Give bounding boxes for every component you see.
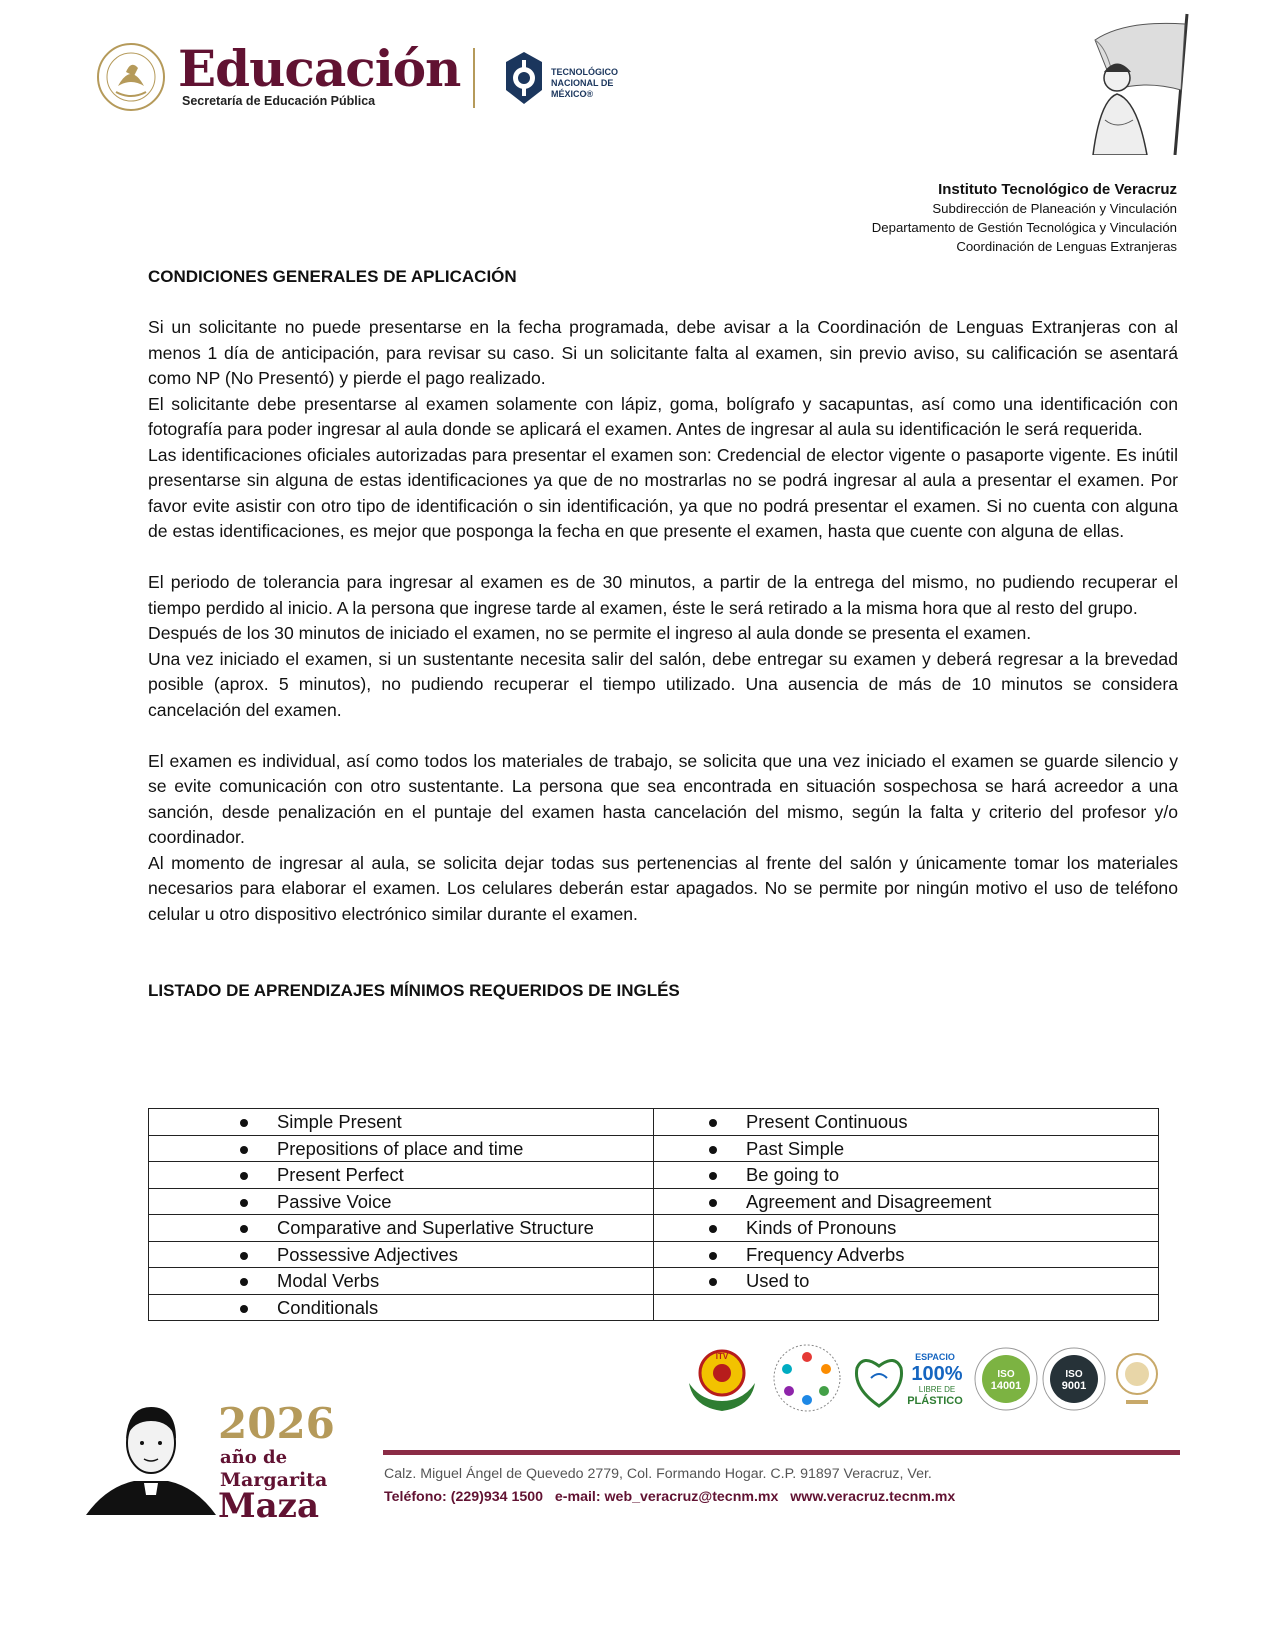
topic-label: Frequency Adverbs — [746, 1243, 905, 1265]
section-title-topics: LISTADO DE APRENDIZAJES MÍNIMOS REQUERIDOS DE INGLÉS — [148, 981, 680, 1000]
cert-100-label: 100% — [911, 1363, 963, 1385]
topic-cell — [654, 1268, 1159, 1295]
topic-cell — [654, 1135, 1159, 1162]
bullet-icon — [709, 1252, 717, 1260]
topic-cell — [149, 1268, 654, 1295]
institution-name: Instituto Tecnológico de Veracruz — [938, 181, 1177, 198]
iso-14001-logo — [973, 1345, 1039, 1413]
itv-emblem-logo — [683, 1343, 761, 1413]
table-row — [149, 1162, 1159, 1189]
topic-cell — [149, 1294, 654, 1321]
table-row — [149, 1294, 1159, 1321]
table-row — [149, 1188, 1159, 1215]
table-row — [149, 1241, 1159, 1268]
bullet-icon — [240, 1119, 248, 1127]
plastic-free-logo — [849, 1348, 969, 1412]
paragraph-7: El examen es individual, así como todos los materiales de trabajo, se solicita que una vez iniciado el examen se guarde silencio y se evite comunicación con otro sustentante. La persona que sea encontrada en situación sospechosa se hará acreedor a una sanción, desde penalización en el puntaje del examen hasta cancelación del mismo, según la falta y criterio del profesor y/o coordinador. — [148, 750, 1178, 847]
institution-block — [872, 180, 1177, 256]
sep-subtitle: Secretaría de Educación Pública — [182, 94, 376, 108]
paragraph-4: El periodo de tolerancia para ingresar al examen es de 30 minutos, a partir de la entrega del mismo, no pudiendo recuperar el tiempo perdido al inicio. A la persona que ingrese tarde al examen, éste le será retirado a la misma hora que al resto del grupo. — [148, 572, 1178, 618]
topic-label: Used to — [746, 1270, 810, 1292]
topic-cell — [149, 1215, 654, 1242]
paragraph-3: Las identificaciones oficiales autorizadas para presentar el examen son: Credencial de elector vigente o pasaporte vigente. Es inútil presentarse sin alguna de estas identificaciones ya que de no mostrarlas no se podrá ingresar al aula a presentar el examen. Por favor evite asistir con otro tipo de identificación o sin identificación, ya que no podrá presentar el examen. Si no cuenta con alguna de estas identificaciones, es mejor que posponga la fecha en que presente el examen, hasta que cuente con alguna de ellas. — [148, 444, 1178, 541]
tecnm-line-1: TECNOLÓGICO — [551, 67, 618, 77]
inclusion-circle-logo — [772, 1343, 842, 1413]
itv-label: ITV — [715, 1352, 729, 1361]
footer-address: Calz. Miguel Ángel de Quevedo 2779, Col. Formando Hogar. C.P. 91897 Veracruz, Ver. — [384, 1466, 932, 1482]
quality-seal-logo — [1112, 1350, 1162, 1412]
bullet-icon — [240, 1146, 248, 1154]
table-row — [149, 1109, 1159, 1136]
topic-cell — [654, 1162, 1159, 1189]
bullet-icon — [709, 1278, 717, 1286]
bullet-icon — [709, 1225, 717, 1233]
topic-cell — [654, 1241, 1159, 1268]
topic-label: Prepositions of place and time — [277, 1137, 524, 1159]
iso-9001-number: 9001 — [1061, 1380, 1087, 1392]
table-row — [149, 1268, 1159, 1295]
institution-coordination: Coordinación de Lenguas Extranjeras — [956, 239, 1177, 254]
topic-label: Conditionals — [277, 1296, 379, 1318]
paragraph-1: Si un solicitante no puede presentarse en la fecha programada, debe avisar a la Coordinación de Lenguas Extranjeras con al menos 1 día de anticipación, para revisar su caso. Si un solicitante falta al examen, sin previo aviso, su calificación se asentará como NP (No Presentó) y pierde el pago realizado. — [148, 317, 1178, 388]
iso-14001-number: 14001 — [990, 1380, 1022, 1392]
topic-label: Comparative and Superlative Structure — [277, 1217, 594, 1239]
topic-label: Present Continuous — [746, 1111, 908, 1133]
topic-cell — [149, 1109, 654, 1136]
bullet-icon — [240, 1225, 248, 1233]
table-row — [149, 1215, 1159, 1242]
footer-contact: Teléfono: (229)934 1500 e-mail: web_veracruz@tecnm.mx www.veracruz.tecnm.mx — [384, 1489, 956, 1505]
paragraph-5: Después de los 30 minutos de iniciado el examen, no se permite el ingreso al aula donde se presenta el examen. — [148, 623, 1032, 643]
topic-cell — [654, 1188, 1159, 1215]
table-row — [149, 1135, 1159, 1162]
tecnm-line-2: NACIONAL DE MÉXICO® — [551, 78, 614, 99]
commemorative-year: 2026 — [218, 1399, 335, 1448]
bullet-icon — [709, 1146, 717, 1154]
topics-table — [148, 1108, 1159, 1321]
bullet-icon — [709, 1119, 717, 1127]
bullet-icon — [240, 1172, 248, 1180]
iso-9001-prefix: ISO — [1065, 1369, 1083, 1380]
topic-cell — [654, 1215, 1159, 1242]
paragraph-2: El solicitante debe presentarse al examen solamente con lápiz, goma, bolígrafo y sacapuntas, así como una identificación con fotografía para poder ingresar al aula donde se aplicará el examen. Antes de ingresar al aula su identificación le será requerida. — [148, 393, 1178, 439]
bullet-icon — [240, 1278, 248, 1286]
topic-cell — [149, 1135, 654, 1162]
topic-cell — [149, 1241, 654, 1268]
tecnm-logo — [502, 48, 546, 108]
footer-divider — [383, 1450, 1180, 1455]
iso-14001-prefix: ISO — [997, 1369, 1015, 1380]
bullet-icon — [240, 1199, 248, 1207]
section-title-conditions: CONDICIONES GENERALES DE APLICACIÓN — [148, 267, 517, 286]
topic-cell — [149, 1188, 654, 1215]
paragraph-8: Al momento de ingresar al aula, se solicita dejar todas sus pertenencias al frente del salón y únicamente tomar los materiales necesarios para elaborar el examen. Los celulares deberán estar apagados. No se permite por ningún motivo el uso de teléfono celular u otro dispositivo electrónico similar durante el examen. — [148, 852, 1178, 924]
topic-label: Agreement and Disagreement — [746, 1190, 992, 1212]
heroine-flag-illustration — [1055, 10, 1195, 155]
cert-espacio-label: ESPACIO — [915, 1352, 955, 1362]
topic-label: Kinds of Pronouns — [746, 1217, 897, 1239]
topic-label: Possessive Adjectives — [277, 1243, 458, 1265]
topic-label: Passive Voice — [277, 1190, 392, 1212]
iso-9001-logo — [1041, 1345, 1107, 1413]
topic-label: Past Simple — [746, 1137, 845, 1159]
tecnm-wordmark — [551, 67, 651, 100]
topic-label: Be going to — [746, 1164, 840, 1186]
bullet-icon — [709, 1199, 717, 1207]
document-body — [148, 264, 1178, 1004]
margarita-maza-portrait — [86, 1395, 216, 1515]
commemorative-name-first: Margarita — [220, 1469, 328, 1491]
topic-label: Simple Present — [277, 1111, 402, 1133]
topic-cell — [149, 1162, 654, 1189]
topic-label: Present Perfect — [277, 1164, 404, 1186]
header-divider — [473, 48, 475, 108]
topic-cell — [654, 1109, 1159, 1136]
bullet-icon — [709, 1172, 717, 1180]
bullet-icon — [240, 1305, 248, 1313]
commemorative-year-sub: año de — [220, 1447, 288, 1468]
topic-label: Modal Verbs — [277, 1270, 380, 1292]
education-wordmark: Educación — [178, 39, 461, 98]
cert-libre-label: LIBRE DE — [918, 1385, 956, 1394]
institution-department: Departamento de Gestión Tecnológica y Vinculación — [871, 220, 1177, 235]
institution-subdirection: Subdirección de Planeación y Vinculación — [932, 201, 1177, 216]
national-seal-logo — [96, 42, 166, 112]
bullet-icon — [240, 1252, 248, 1260]
commemorative-name-last: Maza — [218, 1486, 320, 1526]
paragraph-6: Una vez iniciado el examen, si un sustentante necesita salir del salón, debe entregar su examen y deberá regresar a la brevedad posible (aprox. 5 minutos), no pudiendo recuperar el tiempo utilizado. Una ausencia de más de 10 minutos se considera cancelación del examen. — [148, 648, 1178, 720]
topic-cell-empty — [654, 1294, 1159, 1321]
cert-plastico-label: PLÁSTICO — [907, 1395, 963, 1407]
